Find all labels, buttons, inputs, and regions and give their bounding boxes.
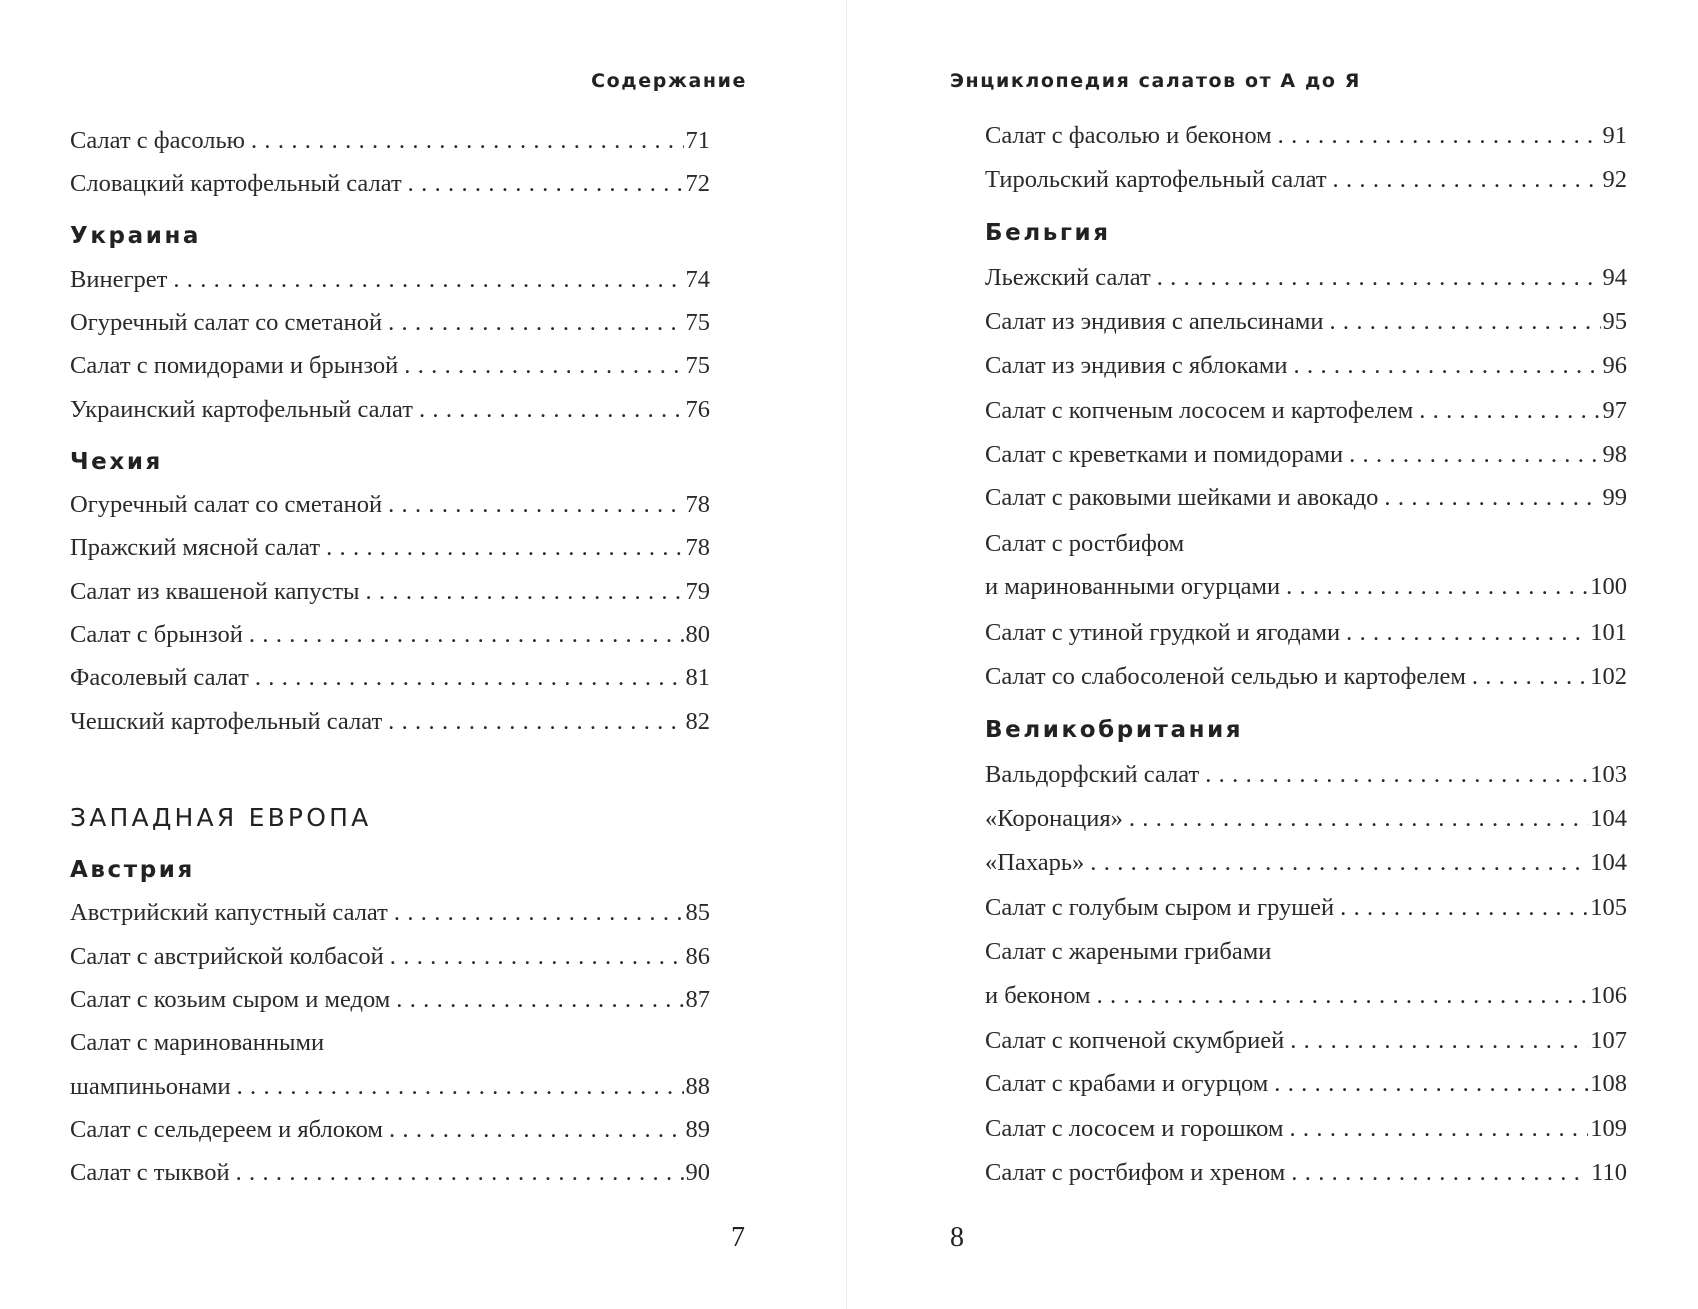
left-running-head: Содержание <box>591 70 747 92</box>
toc-entry <box>985 1027 1627 1057</box>
toc-entry-title: Словацкий картофельный салат <box>70 170 402 197</box>
toc-entry-page: 87 <box>685 986 710 1013</box>
toc-entry <box>985 484 1627 514</box>
toc-entry-page: 78 <box>685 534 710 561</box>
toc-entry <box>70 309 710 339</box>
toc-entry-page: 96 <box>1602 352 1627 379</box>
dot-leader <box>1278 122 1601 150</box>
toc-entry-title: Салат с голубым сыром и грушей <box>985 894 1335 921</box>
toc-entry-page: 108 <box>1590 1070 1627 1097</box>
toc-entry-page: 104 <box>1590 805 1627 832</box>
dot-leader <box>1290 1027 1588 1055</box>
dot-leader <box>1129 805 1588 833</box>
toc-entry-title: Салат с фасолью и беконом <box>985 122 1272 149</box>
dot-leader <box>408 170 684 198</box>
toc-entry <box>985 663 1627 693</box>
dot-leader <box>366 578 684 606</box>
toc-entry-page: 75 <box>685 352 710 379</box>
toc-entry-page: 101 <box>1590 619 1627 646</box>
toc-entry-page: 75 <box>685 309 710 336</box>
dot-leader <box>1286 573 1588 601</box>
toc-entry-page: 81 <box>685 664 710 691</box>
dot-leader <box>388 708 683 736</box>
toc-entry <box>985 166 1627 196</box>
toc-entry <box>70 708 710 738</box>
toc-entry <box>70 1159 710 1189</box>
toc-entry <box>70 396 710 426</box>
toc-entry <box>70 352 710 382</box>
toc-entry <box>985 619 1627 649</box>
toc-entry-page: 76 <box>685 396 710 423</box>
dot-leader <box>390 943 684 971</box>
toc-entry-page: 106 <box>1590 982 1627 1009</box>
toc-entry <box>985 805 1627 835</box>
dot-leader <box>389 1116 684 1144</box>
toc-entry-page: 91 <box>1602 122 1627 149</box>
toc-entry-page: 109 <box>1590 1115 1627 1142</box>
dot-leader <box>1340 894 1588 922</box>
dot-leader <box>1419 397 1600 425</box>
dot-leader <box>1274 1070 1588 1098</box>
toc-entry-title: Чешский картофельный салат <box>70 708 383 735</box>
toc-entry <box>70 170 710 200</box>
toc-entry-title: Винегрет <box>70 266 168 293</box>
toc-entry-page: 110 <box>1591 1159 1627 1186</box>
toc-entry-title: Украинский картофельный салат <box>70 396 413 423</box>
dot-leader <box>1289 1115 1588 1143</box>
toc-entry-page: 103 <box>1590 761 1627 788</box>
toc-entry-title-line: Салат с ростбифом <box>985 530 1185 557</box>
country-heading: Чехия <box>70 449 163 475</box>
toc-entry-page: 100 <box>1590 573 1627 600</box>
toc-entry-title: и маринованными огурцами <box>985 573 1281 600</box>
toc-entry-title-line: Салат с маринованными <box>70 1029 325 1056</box>
toc-entry-title: Тирольский картофельный салат <box>985 166 1327 193</box>
toc-entry-title: Салат с утиной грудкой и ягодами <box>985 619 1341 646</box>
toc-entry <box>985 573 1627 603</box>
dot-leader <box>251 127 684 155</box>
toc-entry-title: Льежский салат <box>985 264 1151 291</box>
toc-entry-title: Фасолевый салат <box>70 664 249 691</box>
toc-entry <box>70 664 710 694</box>
dot-leader <box>396 986 683 1014</box>
toc-entry <box>985 894 1627 924</box>
region-heading: ЗАПАДНАЯ ЕВРОПА <box>70 803 372 832</box>
toc-entry-title: Пражский мясной салат <box>70 534 321 561</box>
dot-leader <box>1384 484 1600 512</box>
toc-entry-page: 86 <box>685 943 710 970</box>
toc-entry-title: Огуречный салат со сметаной <box>70 309 383 336</box>
toc-entry-page: 99 <box>1602 484 1627 511</box>
toc-entry-page: 79 <box>685 578 710 605</box>
toc-entry <box>70 266 710 296</box>
dot-leader <box>1090 849 1588 877</box>
country-heading: Австрия <box>70 857 195 883</box>
toc-entry <box>985 849 1627 879</box>
toc-entry-title: Салат с раковыми шейками и авокадо <box>985 484 1379 511</box>
toc-entry-title: Салат с брынзой <box>70 621 243 648</box>
dot-leader <box>249 621 684 649</box>
toc-entry <box>70 1116 710 1146</box>
dot-leader <box>419 396 684 424</box>
toc-entry-title: Огуречный салат со сметаной <box>70 491 383 518</box>
toc-entry-title: Салат из эндивия с яблоками <box>985 352 1288 379</box>
toc-entry-page: 90 <box>685 1159 710 1186</box>
toc-entry-title: Салат со слабосоленой сельдью и картофелем <box>985 663 1466 690</box>
page-gutter <box>846 0 847 1309</box>
toc-entry <box>985 982 1627 1012</box>
toc-entry <box>985 308 1627 338</box>
toc-entry-title: Салат с ростбифом и хреном <box>985 1159 1286 1186</box>
toc-entry <box>985 397 1627 427</box>
toc-entry <box>985 122 1627 152</box>
toc-entry-title-line: Салат с жареными грибами <box>985 938 1272 965</box>
toc-entry-title: «Пахарь» <box>985 849 1085 876</box>
toc-entry-title: Салат с креветками и помидорами <box>985 441 1344 468</box>
dot-leader <box>404 352 683 380</box>
toc-entry-page: 71 <box>685 127 710 154</box>
toc-entry-title: и беконом <box>985 982 1091 1009</box>
dot-leader <box>1097 982 1589 1010</box>
toc-entry <box>70 491 710 521</box>
dot-leader <box>1205 761 1588 789</box>
country-heading: Бельгия <box>985 220 1111 246</box>
dot-leader <box>388 309 683 337</box>
dot-leader <box>173 266 683 294</box>
toc-entry-title: Салат с помидорами и брынзой <box>70 352 399 379</box>
toc-entry <box>985 1115 1627 1145</box>
dot-leader <box>1329 308 1600 336</box>
toc-entry-page: 89 <box>685 1116 710 1143</box>
toc-entry-title: Салат с сельдереем и яблоком <box>70 1116 383 1143</box>
toc-entry-page: 98 <box>1602 441 1627 468</box>
toc-entry-page: 92 <box>1602 166 1627 193</box>
toc-entry-title: Салат с козьим сыром и медом <box>70 986 391 1013</box>
toc-entry-title: Австрийский капустный салат <box>70 899 388 926</box>
toc-entry-page: 82 <box>685 708 710 735</box>
toc-entry-title: Салат с лососем и горошком <box>985 1115 1284 1142</box>
toc-entry <box>70 127 710 157</box>
toc-entry-page: 80 <box>685 621 710 648</box>
toc-entry-title: Вальдорфский салат <box>985 761 1200 788</box>
toc-entry-title: шампиньонами <box>70 1073 231 1100</box>
toc-entry-page: 88 <box>685 1073 710 1100</box>
toc-entry <box>70 943 710 973</box>
dot-leader <box>388 491 683 519</box>
dot-leader <box>1333 166 1601 194</box>
toc-entry-page: 95 <box>1602 308 1627 335</box>
right-page-number: 8 <box>950 1222 964 1253</box>
left-page-number: 7 <box>731 1222 745 1253</box>
toc-entry-page: 107 <box>1590 1027 1627 1054</box>
dot-leader <box>237 1073 684 1101</box>
country-heading: Украина <box>70 223 202 249</box>
toc-entry <box>70 1073 710 1103</box>
toc-entry-page: 72 <box>685 170 710 197</box>
toc-entry <box>70 578 710 608</box>
toc-entry-title: Салат с крабами и огурцом <box>985 1070 1269 1097</box>
dot-leader <box>1291 1159 1589 1187</box>
toc-entry-page: 104 <box>1590 849 1627 876</box>
toc-entry <box>985 264 1627 294</box>
right-running-head: Энциклопедия салатов от А до Я <box>950 70 1361 92</box>
dot-leader <box>255 664 684 692</box>
toc-entry-page: 78 <box>685 491 710 518</box>
toc-entry <box>70 621 710 651</box>
dot-leader <box>394 899 684 927</box>
dot-leader <box>1349 441 1600 469</box>
dot-leader <box>1472 663 1588 691</box>
toc-entry <box>985 761 1627 791</box>
country-heading: Великобритания <box>985 717 1244 743</box>
toc-entry-page: 105 <box>1590 894 1627 921</box>
dot-leader <box>326 534 683 562</box>
toc-entry-title: «Коронация» <box>985 805 1123 832</box>
toc-entry-title: Салат из квашеной капусты <box>70 578 360 605</box>
dot-leader <box>1157 264 1601 292</box>
toc-entry <box>70 986 710 1016</box>
toc-entry-title: Салат с копченым лососем и картофелем <box>985 397 1414 424</box>
toc-entry-page: 97 <box>1602 397 1627 424</box>
toc-entry <box>985 441 1627 471</box>
toc-entry-page: 85 <box>685 899 710 926</box>
toc-entry-title: Салат с австрийской колбасой <box>70 943 384 970</box>
toc-entry <box>985 352 1627 382</box>
toc-entry-title: Салат с копченой скумбрией <box>985 1027 1285 1054</box>
toc-entry-page: 74 <box>685 266 710 293</box>
toc-entry <box>985 1159 1627 1189</box>
toc-entry <box>985 1070 1627 1100</box>
toc-entry-title: Салат с фасолью <box>70 127 245 154</box>
dot-leader <box>1346 619 1588 647</box>
dot-leader <box>1294 352 1601 380</box>
toc-entry-title: Салат с тыквой <box>70 1159 230 1186</box>
toc-entry-title: Салат из эндивия с апельсинами <box>985 308 1324 335</box>
toc-entry <box>70 534 710 564</box>
dot-leader <box>236 1159 684 1187</box>
toc-entry-page: 102 <box>1590 663 1627 690</box>
toc-entry <box>70 899 710 929</box>
toc-entry-page: 94 <box>1602 264 1627 291</box>
